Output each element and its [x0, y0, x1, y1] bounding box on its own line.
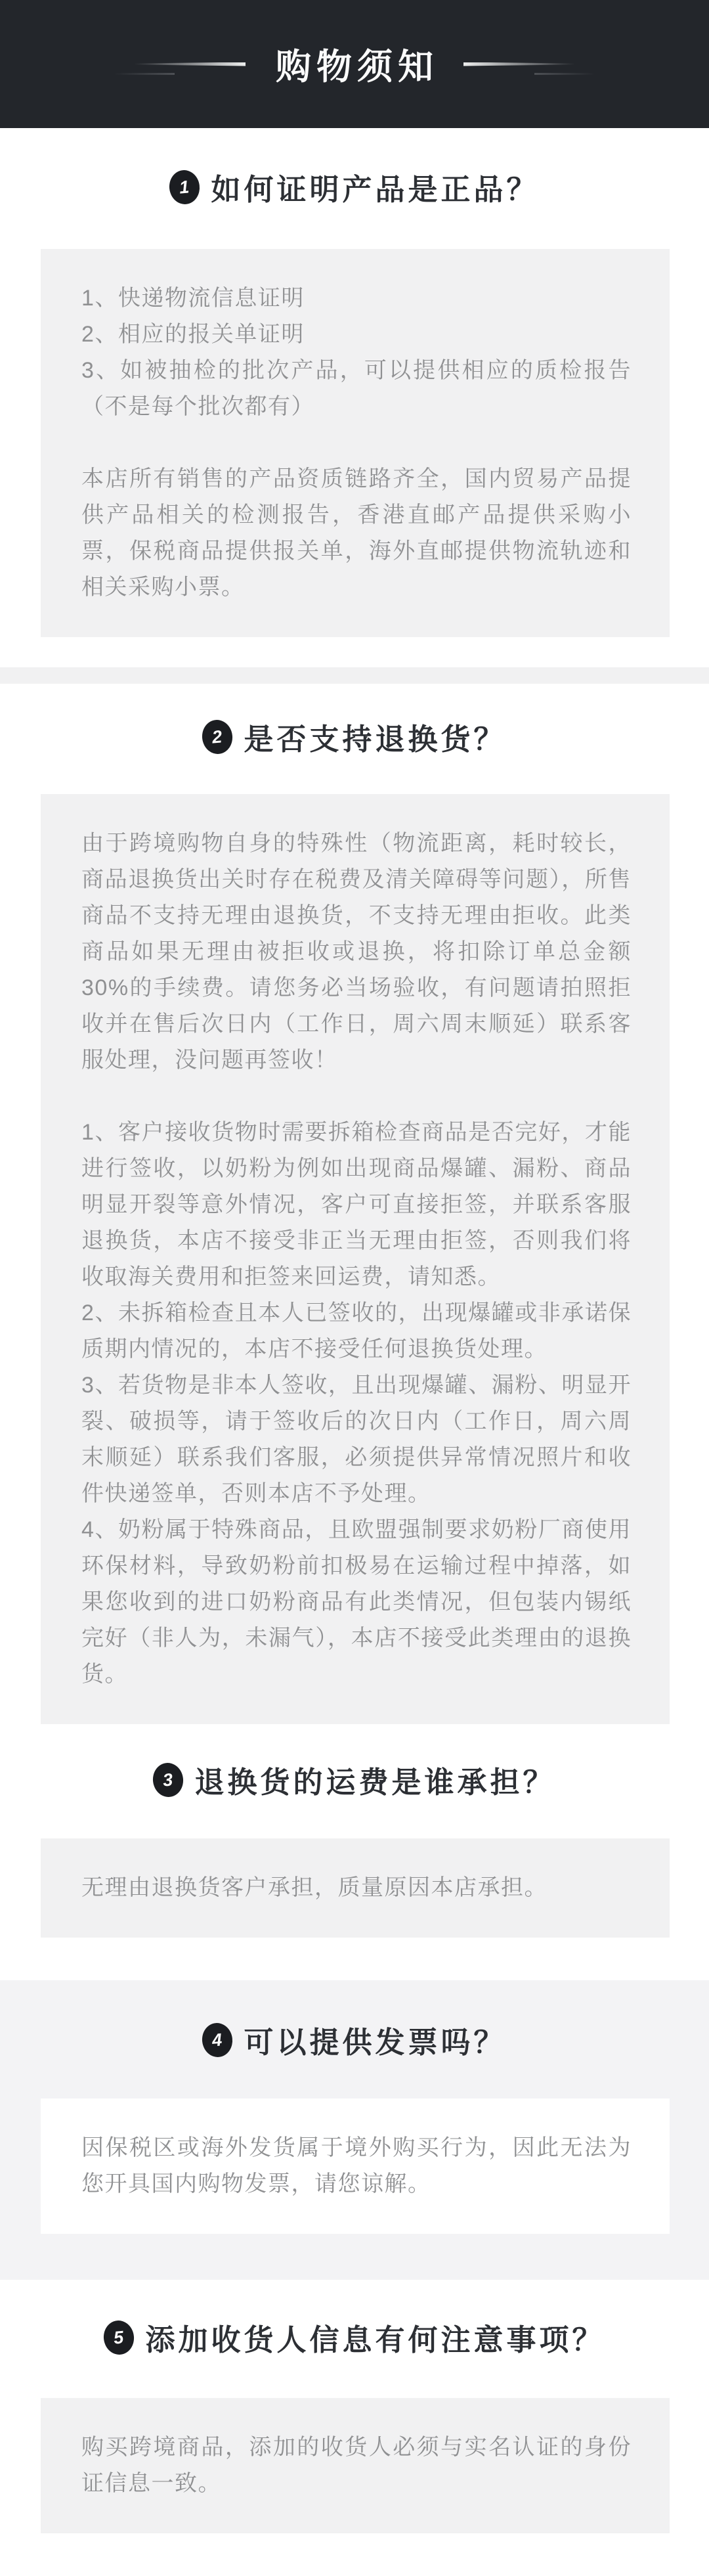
page-bottom-spacer	[0, 2533, 709, 2576]
section-3-title-row	[0, 1758, 709, 1801]
number-5-badge-icon	[102, 2319, 136, 2356]
number-3-badge-icon	[151, 1761, 185, 1798]
header-banner	[0, 0, 709, 128]
banner-right-line-decoration	[463, 62, 575, 66]
section-5-paragraph: 购买跨境商品，添加的收货人必须与实名认证的身份证信息一致。	[81, 2435, 632, 2496]
section-4-content-box	[41, 2099, 670, 2234]
section-1-paragraph: 本店所有销售的产品资质链路齐全，国内贸易产品提供产品相关的检测报告，香港直邮产品提供采购小票，保税商品提供报关单，海外直邮提供物流轨迹和相关采购小票。	[81, 466, 632, 600]
number-4-badge-icon	[200, 2021, 234, 2058]
section-2-item: 1、客户接收货物时需要拆箱检查商品是否完好，才能进行签收，以奶粉为例如出现商品爆罐、漏粉、商品明显开裂等意外情况，客户可直接拒签，并联系客服退换货，本店不接受非正当无理由拒签，否则我们将收取海关费用和拒签来回运费，请知悉。	[81, 1120, 632, 1289]
section-1-number: 1	[179, 176, 191, 197]
section-3-title: 退换货的运费是谁承担？	[194, 1765, 556, 1799]
section-2-number: 2	[211, 726, 224, 747]
section-1-line: 2、相应的报关单证明	[81, 322, 305, 347]
banner-left-line-decoration	[134, 62, 246, 66]
section-1-line: 1、快递物流信息证明	[81, 286, 305, 311]
page-title: 购物须知	[276, 47, 439, 87]
section-2-item: 4、奶粉属于特殊商品，且欧盟强制要求奶粉厂商使用环保材料，导致奶粉前扣极易在运输过程中掉落，如果您收到的进口奶粉商品有此类情况，但包装内锡纸完好（非人为，未漏气），本店不接受此类理由的退换货。	[81, 1517, 632, 1687]
section-4-paragraph: 因保税区或海外发货属于境外购买行为，因此无法为您开具国内购物发票，请您谅解。	[81, 2135, 632, 2196]
section-divider-band	[0, 667, 709, 684]
section-1-line: 3、如被抽检的批次产品，可以提供相应的质检报告（不是每个批次都有）	[81, 358, 632, 419]
section-2-item: 2、未拆箱检查且本人已签收的，出现爆罐或非承诺保质期内情况的，本店不接受任何退换货处理。	[81, 1300, 632, 1362]
banner-right-line-echo	[534, 73, 595, 75]
section-1-content-box	[41, 249, 670, 637]
number-1-badge-icon	[167, 168, 202, 206]
number-2-badge-icon	[200, 718, 234, 755]
section-2-content-box	[41, 794, 670, 1724]
banner-left-line	[134, 62, 246, 66]
section-2-title-row	[0, 715, 709, 758]
section-4-number: 4	[211, 2029, 224, 2050]
section-3-content-box	[41, 1838, 670, 1938]
section-5-title: 添加收货人信息有何注意事项？	[145, 2323, 605, 2357]
section-5-title-row	[0, 2316, 709, 2359]
section-3-number: 3	[162, 1769, 175, 1790]
section-1-title-row	[0, 166, 709, 208]
section-5-number: 5	[113, 2326, 125, 2347]
section-4-block	[0, 1980, 709, 2280]
section-2-item: 3、若货物是非本人签收，且出现爆罐、漏粉、明显开裂、破损等，请于签收后的次日内（工作日，周六周末顺延）联系我们客服，必须提供异常情况照片和收件快递签单，否则本店不予处理。	[81, 1373, 632, 1506]
banner-right-line	[463, 62, 575, 66]
section-3-paragraph: 无理由退换货客户承担，质量原因本店承担。	[81, 1875, 548, 1900]
section-2-intro: 由于跨境购物自身的特殊性（物流距离，耗时较长，商品退换货出关时存在税费及清关障碍等问题），所售商品不支持无理由退换货，不支持无理由拒收。此类商品如果无理由被拒收或退换，将扣除订单总金额30%的手续费。请您务必当场验收，有问题请拍照拒收并在售后次日内（工作日，周六周末顺延）联系客服处理，没问题再签收！	[81, 831, 632, 1073]
section-4-title: 可以提供发票吗？	[244, 2026, 507, 2059]
section-1-title: 如何证明产品是正品？	[211, 173, 540, 206]
section-5-content-box	[41, 2398, 670, 2533]
banner-left-line-echo	[114, 73, 175, 75]
section-4-title-row	[0, 2018, 709, 2061]
section-2-title: 是否支持退换货？	[244, 722, 507, 756]
